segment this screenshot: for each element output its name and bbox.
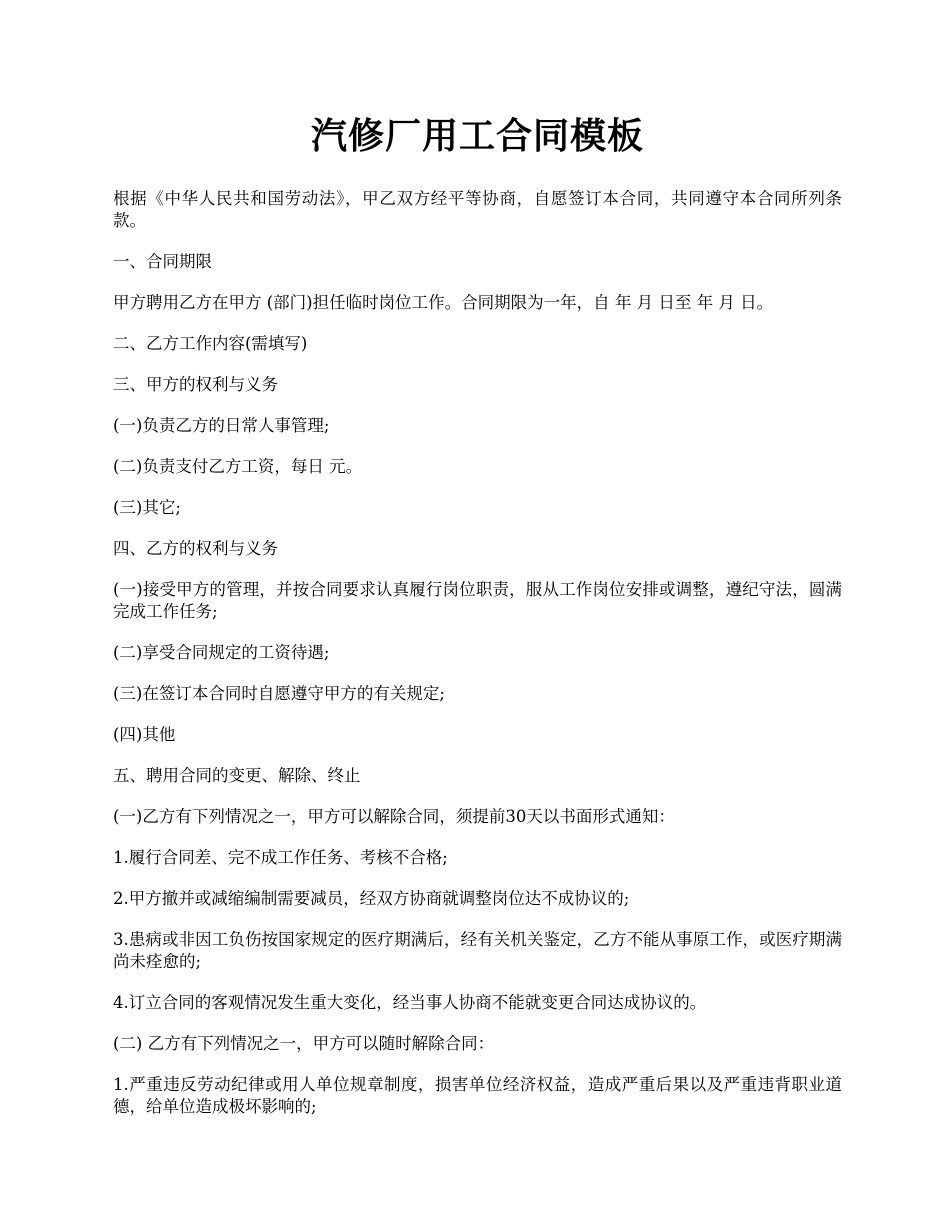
clause-termination-notice: (一)乙方有下列情况之一，甲方可以解除合同，须提前30天以书面形式通知： <box>113 807 675 826</box>
clause-termination-2: 2.甲方撤并或减缩编制需要减员，经双方协商就调整岗位达不成协议的; <box>113 889 630 908</box>
heading-party-b-rights: 四、乙方的权利与义务 <box>113 539 278 558</box>
paragraph-preamble: 根据《中华人民共和国劳动法》，甲乙双方经平等协商，自愿签订本合同，共同遵守本合同所列条款。 <box>113 189 842 230</box>
clause-termination-3: 3.患病或非因工负伤按国家规定的医疗期满后，经有关机关鉴定，乙方不能从事原工作，或医疗期满尚未痊愈的; <box>113 930 842 971</box>
clause-a-1: (一)负责乙方的日常人事管理; <box>113 416 330 435</box>
paragraph-contract-term: 甲方聘用乙方在甲方 (部门)担任临时岗位工作。合同期限为一年，自 年 月 日至 年 月 日。 <box>113 293 774 312</box>
clause-b-3: (三)在签订本合同时自愿遵守甲方的有关规定; <box>113 684 445 703</box>
clause-a-3: (三)其它; <box>113 498 181 517</box>
clause-a-2: (二)负责支付乙方工资，每日 元。 <box>113 457 363 476</box>
clause-b-2: (二)享受合同规定的工资待遇; <box>113 643 330 662</box>
clause-b-4: (四)其他 <box>113 725 176 744</box>
clause-termination-4: 4.订立合同的客观情况发生重大变化，经当事人协商不能就变更合同达成协议的。 <box>113 993 707 1012</box>
heading-contract-term: 一、合同期限 <box>113 252 212 271</box>
clause-b-1: (一)接受甲方的管理，并按合同要求认真履行岗位职责，服从工作岗位安排或调整，遵纪守法，圆满完成工作任务; <box>113 580 842 621</box>
heading-contract-change: 五、聘用合同的变更、解除、终止 <box>113 766 361 785</box>
heading-party-a-rights: 三、甲方的权利与义务 <box>113 375 278 394</box>
clause-termination-1: 1.履行合同差、完不成工作任务、考核不合格; <box>113 848 448 867</box>
heading-work-content: 二、乙方工作内容(需填写) <box>113 334 308 353</box>
clause-immediate-1: 1.严重违反劳动纪律或用人单位规章制度，损害单位经济权益，造成严重后果以及严重违背职业道德，给单位造成极坏影响的; <box>113 1075 842 1116</box>
clause-immediate-termination: (二) 乙方有下列情况之一，甲方可以随时解除合同： <box>113 1034 495 1053</box>
document-title: 汽修厂用工合同模板 <box>310 115 644 157</box>
